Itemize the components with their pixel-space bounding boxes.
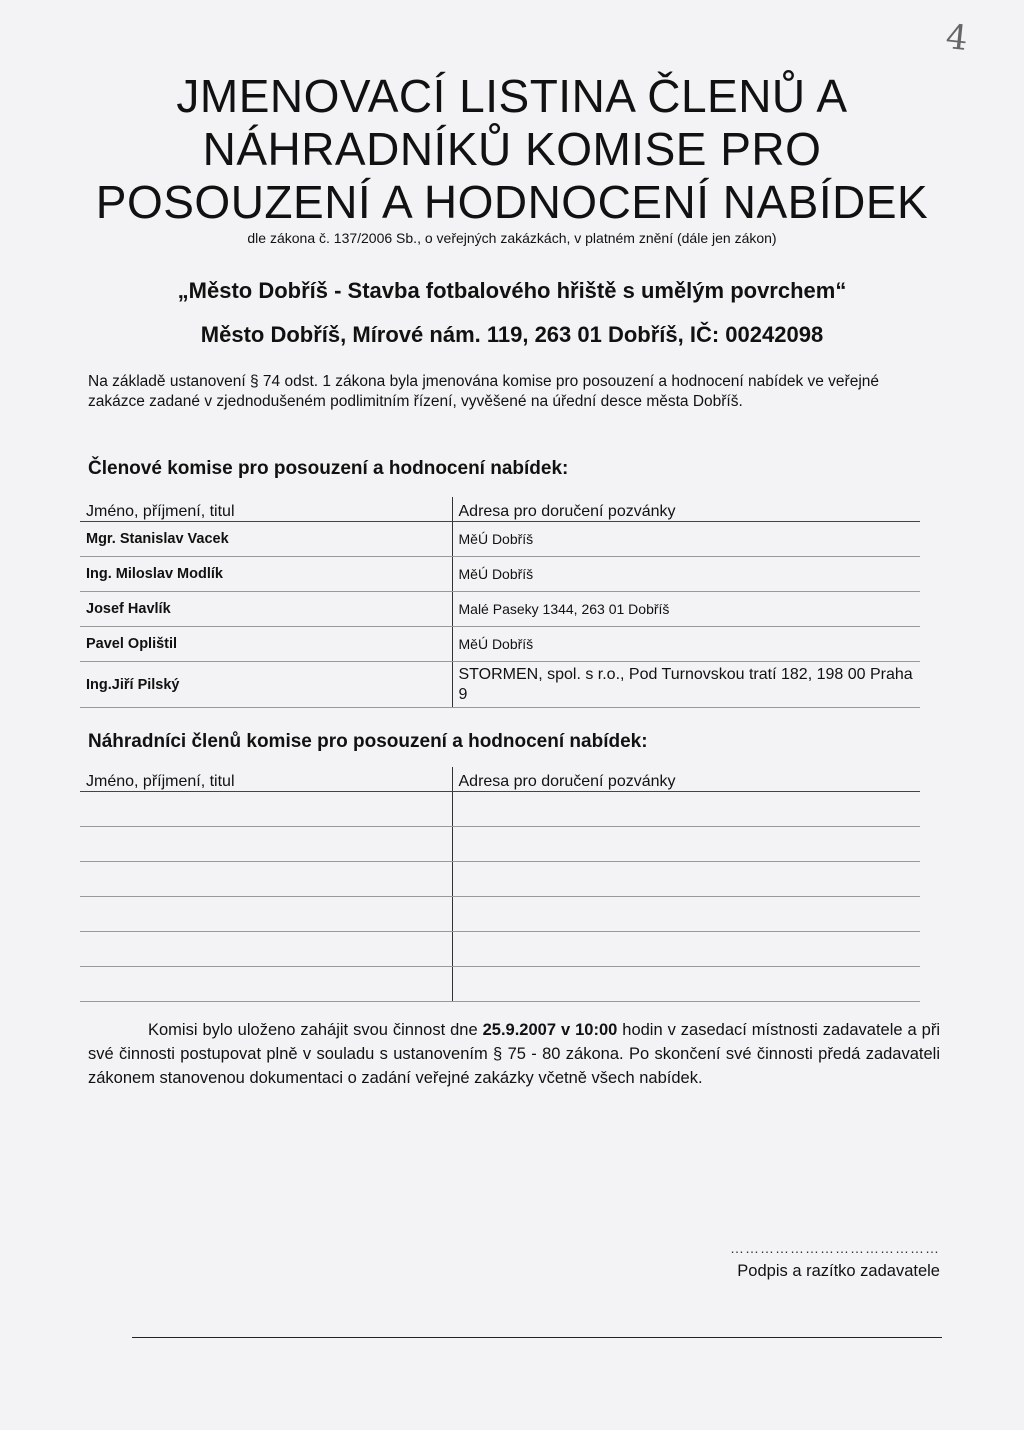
members-table	[80, 497, 920, 708]
closing-text-start: Komisi bylo uloženo zahájit svou činnost dne	[148, 1021, 483, 1039]
start-date: 25.9.2007	[482, 1021, 557, 1039]
document-title	[80, 70, 944, 229]
table-row	[80, 522, 920, 557]
substitute-name-cell	[80, 862, 452, 897]
substitute-name-cell	[80, 827, 452, 862]
closing-text-v: v	[556, 1021, 576, 1039]
table-row	[80, 827, 920, 862]
substitute-name-cell	[80, 967, 452, 1002]
title-line-1: JMENOVACÍ LISTINA ČLENŮ A	[176, 70, 848, 122]
substitute-name-cell	[80, 897, 452, 932]
member-name: Josef Havlík	[80, 592, 452, 627]
substitute-address-cell	[452, 862, 920, 897]
member-name: Ing. Miloslav Modlík	[80, 557, 452, 592]
legal-basis-subtitle: dle zákona č. 137/2006 Sb., o veřejných zakázkách, v platném znění (dále jen zákon)	[247, 230, 777, 246]
project-name: „Město Dobříš - Stavba fotbalového hřiště s umělým povrchem“	[177, 278, 847, 303]
substitute-address-cell	[452, 932, 920, 967]
members-header-row	[80, 497, 920, 522]
substitute-address-cell	[452, 792, 920, 827]
member-address: MěÚ Dobříš	[452, 557, 920, 592]
substitutes-table	[80, 767, 920, 1002]
substitute-address-cell	[452, 897, 920, 932]
member-name: Pavel Oplištil	[80, 627, 452, 662]
member-name: Ing.Jiří Pilský	[80, 662, 452, 708]
title-line-2: NÁHRADNÍKŮ KOMISE PRO	[202, 123, 822, 175]
table-row	[80, 662, 920, 708]
signature-line: ……………………………………	[730, 1240, 940, 1256]
column-header-address: Adresa pro doručení pozvánky	[452, 767, 920, 792]
table-row	[80, 792, 920, 827]
member-address: Malé Paseky 1344, 263 01 Dobříš	[452, 592, 920, 627]
substitutes-header-row	[80, 767, 920, 792]
column-header-address: Adresa pro doručení pozvánky	[452, 497, 920, 522]
table-row	[80, 557, 920, 592]
substitute-address-cell	[452, 827, 920, 862]
members-heading: Členové komise pro posouzení a hodnocení nabídek:	[88, 458, 569, 479]
member-address: STORMEN, spol. s r.o., Pod Turnovskou tratí 182, 198 00 Praha 9	[452, 662, 920, 708]
table-row	[80, 897, 920, 932]
start-time: 10:00	[575, 1021, 618, 1039]
title-line-3: POSOUZENÍ A HODNOCENÍ NABÍDEK	[95, 176, 929, 228]
handwritten-page-mark: 4	[944, 16, 971, 60]
substitute-name-cell	[80, 932, 452, 967]
member-address: MěÚ Dobříš	[452, 627, 920, 662]
closing-text-end: hodin v zasedací místnosti zadavatele a při své činnosti postupovat plně v souladu s ustanovením § 75 - 80 zákona. Po skončení své činnosti předá zadavateli zákonem stanovenou dokumentaci o zadání veřejné zakázky včetně všech nabídek.	[88, 1021, 940, 1087]
table-row	[80, 967, 920, 1002]
table-row	[80, 627, 920, 662]
bottom-divider	[132, 1337, 942, 1338]
column-header-name: Jméno, příjmení, titul	[80, 497, 452, 522]
substitute-name-cell	[80, 792, 452, 827]
closing-paragraph	[88, 1018, 940, 1090]
contracting-authority: Město Dobříš, Mírové nám. 119, 263 01 Dobříš, IČ: 00242098	[200, 322, 824, 347]
signature-label: Podpis a razítko zadavatele	[737, 1262, 940, 1280]
table-row	[80, 592, 920, 627]
column-header-name: Jméno, příjmení, titul	[80, 767, 452, 792]
table-row	[80, 862, 920, 897]
member-address: MěÚ Dobříš	[452, 522, 920, 557]
member-name: Mgr. Stanislav Vacek	[80, 522, 452, 557]
substitutes-heading: Náhradníci členů komise pro posouzení a hodnocení nabídek:	[88, 731, 648, 752]
substitute-address-cell	[452, 967, 920, 1002]
intro-paragraph: Na základě ustanovení § 74 odst. 1 zákona byla jmenována komise pro posouzení a hodnocení nabídek ve veřejné zakázce zadané v zjednodušeném podlimitním řízení, vyvěšené na úřední desce města Dobříš.	[88, 373, 880, 410]
table-row	[80, 932, 920, 967]
